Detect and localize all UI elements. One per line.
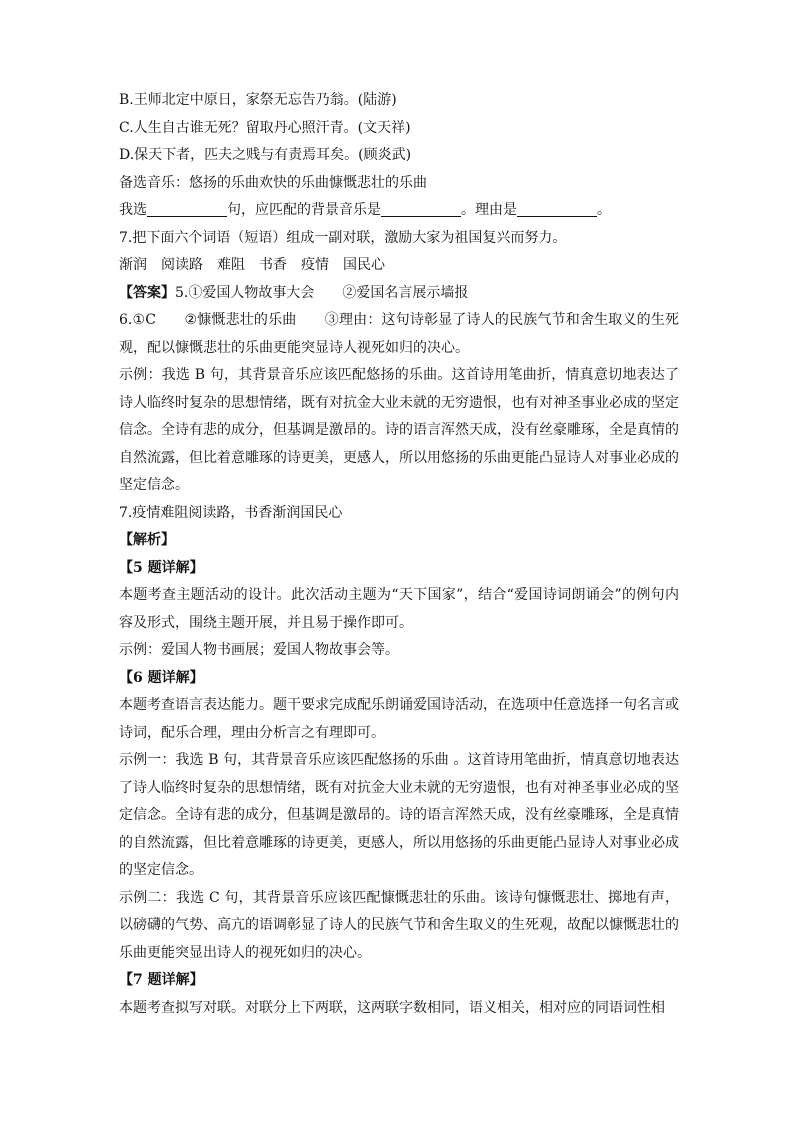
music-options: 备选音乐：悠扬的乐曲欢快的乐曲慷慨悲壮的乐曲 <box>119 174 427 191</box>
answer-5-line <box>119 280 679 308</box>
fill-text-d: 。 <box>597 202 611 218</box>
fill-text-b: 句，应匹配的背景音乐是 <box>227 202 381 218</box>
word-item: 疫情 <box>301 257 329 273</box>
document-page <box>119 87 679 1022</box>
word-list <box>119 252 679 280</box>
fill-in-line <box>119 197 679 225</box>
paragraph-6-example-1: 示例一：我选 B 句，其背景音乐应该匹配悠扬的乐曲 。这首诗用笔曲折，情真意切地表达了诗人临终时复杂的思想情绪，既有对抗金大业未就的无穷遗恨，也有对神圣事业必成的坚定信念。全诗有悲的成分，但基调是激昂的。诗的语言浑然天成，没有丝豪雕琢，全是真情的自然流露，但比着意雕琢的诗更美，更感人，所以用悠扬的乐曲更能凸显诗人对事业必成的坚定信念。 <box>119 752 679 878</box>
word-item: 渐润 <box>119 257 147 273</box>
answer-7: 7.疫情难阻阅读路，书香渐润国民心 <box>119 504 343 521</box>
heading-7: 【7 题详解】 <box>119 972 204 988</box>
fill-text-a: 我选 <box>119 202 147 218</box>
option-c: C.人生自古谁无死？留取丹心照汗青。(文天祥) <box>119 119 411 136</box>
paragraph-5-example: 示例：爱国人物书画展；爱国人物故事会等。 <box>119 642 399 658</box>
question-7: 7.把下面六个词语（短语）组成一副对联，激励大家为祖国复兴而努力。 <box>119 229 567 246</box>
word-item: 书香 <box>259 257 287 273</box>
paragraph-6-example-2: 示例二：我选 C 句，其背景音乐应该匹配慷慨悲壮的乐曲。该诗句慷慨悲壮、掷地有声，以磅礴的气势、高亢的语调彰显了诗人的民族气节和舍生取义的生死观，故配以慷慨悲壮的乐曲更能突显出诗人的视死如归的决心。 <box>119 889 679 961</box>
option-d: D.保天下者，匹夫之贱与有责焉耳矣。(顾炎武) <box>119 147 412 163</box>
answer-6-example: 示例：我选 B 句，其背景音乐应该匹配悠扬的乐曲。这首诗用笔曲折，情真意切地表达了诗人临终时复杂的思想情绪，既有对抗金大业未就的无穷遗恨，也有对神圣事业必成的坚定信念。全诗有悲的成分，但基调是激昂的。诗的语言浑然天成，没有丝豪雕琢，全是真情的自然流露，但比着意雕琢的诗更美，更感人，所以用悠扬的乐曲更能凸显诗人对事业必成的坚定信念。 <box>119 367 679 493</box>
heading-6: 【6 题详解】 <box>119 669 204 686</box>
blank-sentence[interactable] <box>147 202 227 217</box>
word-item: 阅读路 <box>161 257 203 273</box>
answer-tag: 【答案】 <box>119 284 175 301</box>
paragraph-5: 本题考查主题活动的设计。此次活动主题为“天下国家”，结合“爱国诗词朗诵会”的例句内容及形式，围绕主题开展，并且易于操作即可。 <box>119 587 679 631</box>
blank-music[interactable] <box>381 202 461 217</box>
paragraph-6: 本题考查语言表达能力。题干要求完成配乐朗诵爱国诗活动，在选项中任意选择一句名言或诗词，配乐合理，理由分析言之有理即可。 <box>119 697 679 741</box>
word-item: 难阻 <box>217 257 245 273</box>
analysis-tag: 【解析】 <box>119 532 175 548</box>
word-item: 国民心 <box>343 257 385 273</box>
fill-text-c: 。理由是 <box>461 202 517 218</box>
paragraph-7: 本题考查拟写对联。对联分上下两联，这两联字数相同，语义相关，相对应的同语词性相 <box>119 999 665 1016</box>
answer-5: 5.①爱国人物故事大会 ②爱国名言展示墙报 <box>175 284 469 301</box>
answer-6: 6.①C ②慷慨悲壮的乐曲 ③理由：这句诗彰显了诗人的民族气节和舍生取义的生死观，配以慷慨悲壮的乐曲更能突显诗人视死如归的决心。 <box>119 312 679 356</box>
option-b: B.王师北定中原日，家祭无忘告乃翁。(陆游) <box>119 92 397 108</box>
blank-reason[interactable] <box>517 202 597 217</box>
heading-5: 【5 题详解】 <box>119 559 204 576</box>
